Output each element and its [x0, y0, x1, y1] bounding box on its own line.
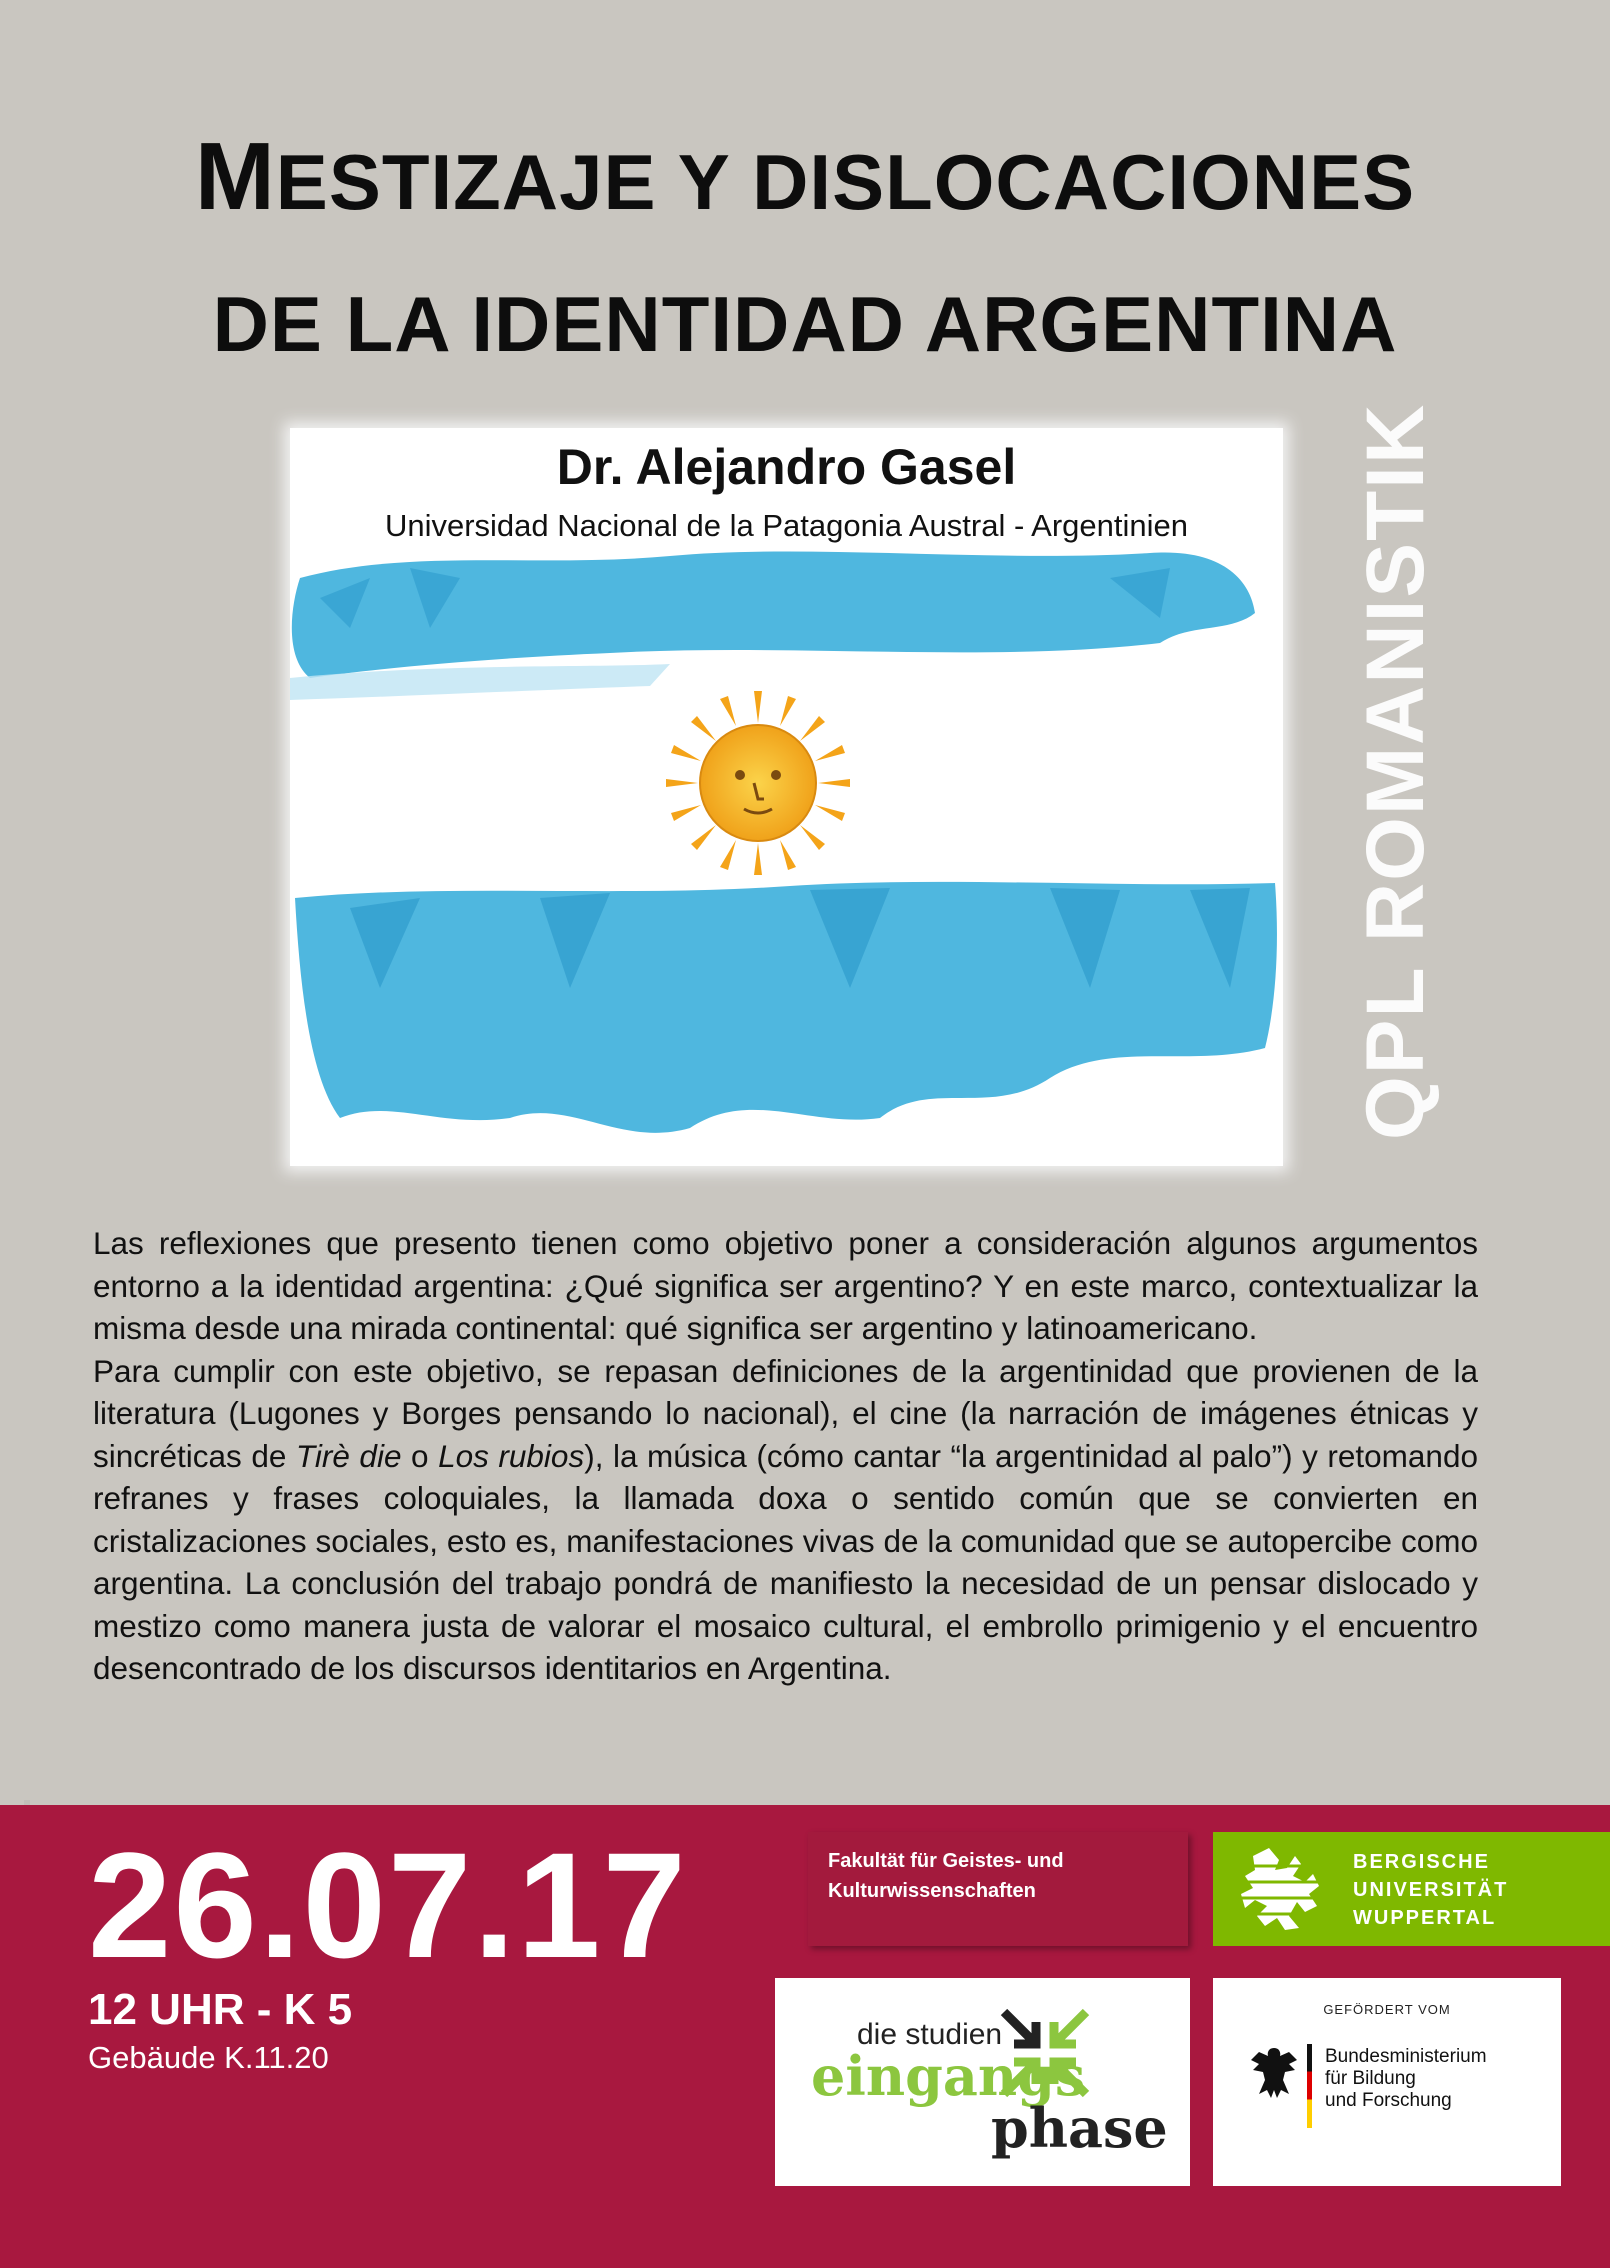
title-line-1 [0, 123, 1610, 231]
faculty-line-1: Fakultät für Geistes- und [828, 1850, 1064, 1872]
faculty-line-2: Kulturwissenschaften [828, 1880, 1036, 1902]
university-logo [1213, 1832, 1610, 1946]
abstract [93, 1222, 1478, 1690]
ministry-line-3: und Forschung [1325, 2090, 1452, 2111]
flag-blue-bottom-stripe [295, 882, 1277, 1133]
abstract-p2-part-a: Para cumplir con este objetivo, se repasan definiciones de la argentinidad que provienen de la literatura (Lugones y Borges pensando lo nacional), el cine (la narración de imágenes étnicas y sincréticas de [93, 1352, 1478, 1474]
university-line-2: UNIVERSITÄT [1353, 1879, 1509, 1901]
film-title-1: Tirè die [295, 1437, 402, 1474]
side-label: QPL ROMANISTIK [1350, 402, 1441, 1140]
abstract-paragraph-2 [93, 1350, 1478, 1690]
funded-by-text: GEFÖRDERT VOM [1323, 2002, 1451, 2017]
argentina-flag-image [290, 428, 1283, 1166]
faculty-box [808, 1832, 1188, 1946]
event-date: 26.07.17 [88, 1821, 688, 1989]
title-line-2: DE LA IDENTIDAD ARGENTINA [212, 280, 1398, 368]
bmbf-logo [1213, 1978, 1561, 2186]
lion-icon [1235, 1846, 1331, 1932]
title-line-1-rest: ESTIZAJE Y DISLOCACIONES [275, 138, 1416, 226]
studien-middle-text: eingangs [811, 2044, 1086, 2108]
event-time-room: 12 UHR - K 5 [88, 1985, 353, 2034]
abstract-paragraph-1: Las reflexiones que presento tienen como objetivo poner a consideración algunos argumentos entorno a la identidad argentina: ¿Qué significa ser argentino? Y en este marco, contextualizar la misma desde una mirada continental: qué significa ser argentino y latinoamericano. [93, 1225, 1478, 1346]
abstract-p2-part-b: o [401, 1437, 439, 1474]
event-building: Gebäude K.11.20 [88, 2040, 329, 2075]
studien-bottom-text: phase [991, 2096, 1168, 2160]
arrows-icon [1000, 2008, 1090, 2098]
ministry-name [1325, 2046, 1487, 2112]
university-line-1: BERGISCHE [1353, 1851, 1490, 1873]
studien-top-text: die studien [857, 2018, 1003, 2051]
speaker-name: Dr. Alejandro Gasel [556, 439, 1017, 495]
poster-title [0, 123, 1610, 373]
ministry-line-2: für Bildung [1325, 2068, 1416, 2089]
speaker-affiliation: Universidad Nacional de la Patagonia Austral - Argentinien [384, 508, 1189, 543]
title-initial: M [194, 123, 276, 230]
german-flag-stripe [1307, 2044, 1312, 2128]
federal-eagle-icon [1249, 2044, 1299, 2100]
studieneingangsphase-logo [775, 1978, 1190, 2186]
film-title-2: Los rubios [438, 1437, 585, 1474]
university-name [1353, 1848, 1508, 1932]
ministry-line-1: Bundesministerium [1325, 2046, 1487, 2067]
abstract-p2-part-c: ), la música (cómo cantar “la argentinidad al palo”) y retomando refranes y frases coloquiales, la llamada doxa o sentido común que se convierten en cristalizaciones sociales, esto es, manifestaciones vivas de la comunidad que se autopercibe como argentina. La conclusión del trabajo pondrá de manifiesto la necesidad de un pensar dislocado y mestizo como manera justa de valorar el mosaico cultural, el embrollo primigenio y el encuentro desencontrado de los discursos identitarios en Argentina. [93, 1437, 1478, 1686]
university-line-3: WUPPERTAL [1353, 1907, 1497, 1929]
